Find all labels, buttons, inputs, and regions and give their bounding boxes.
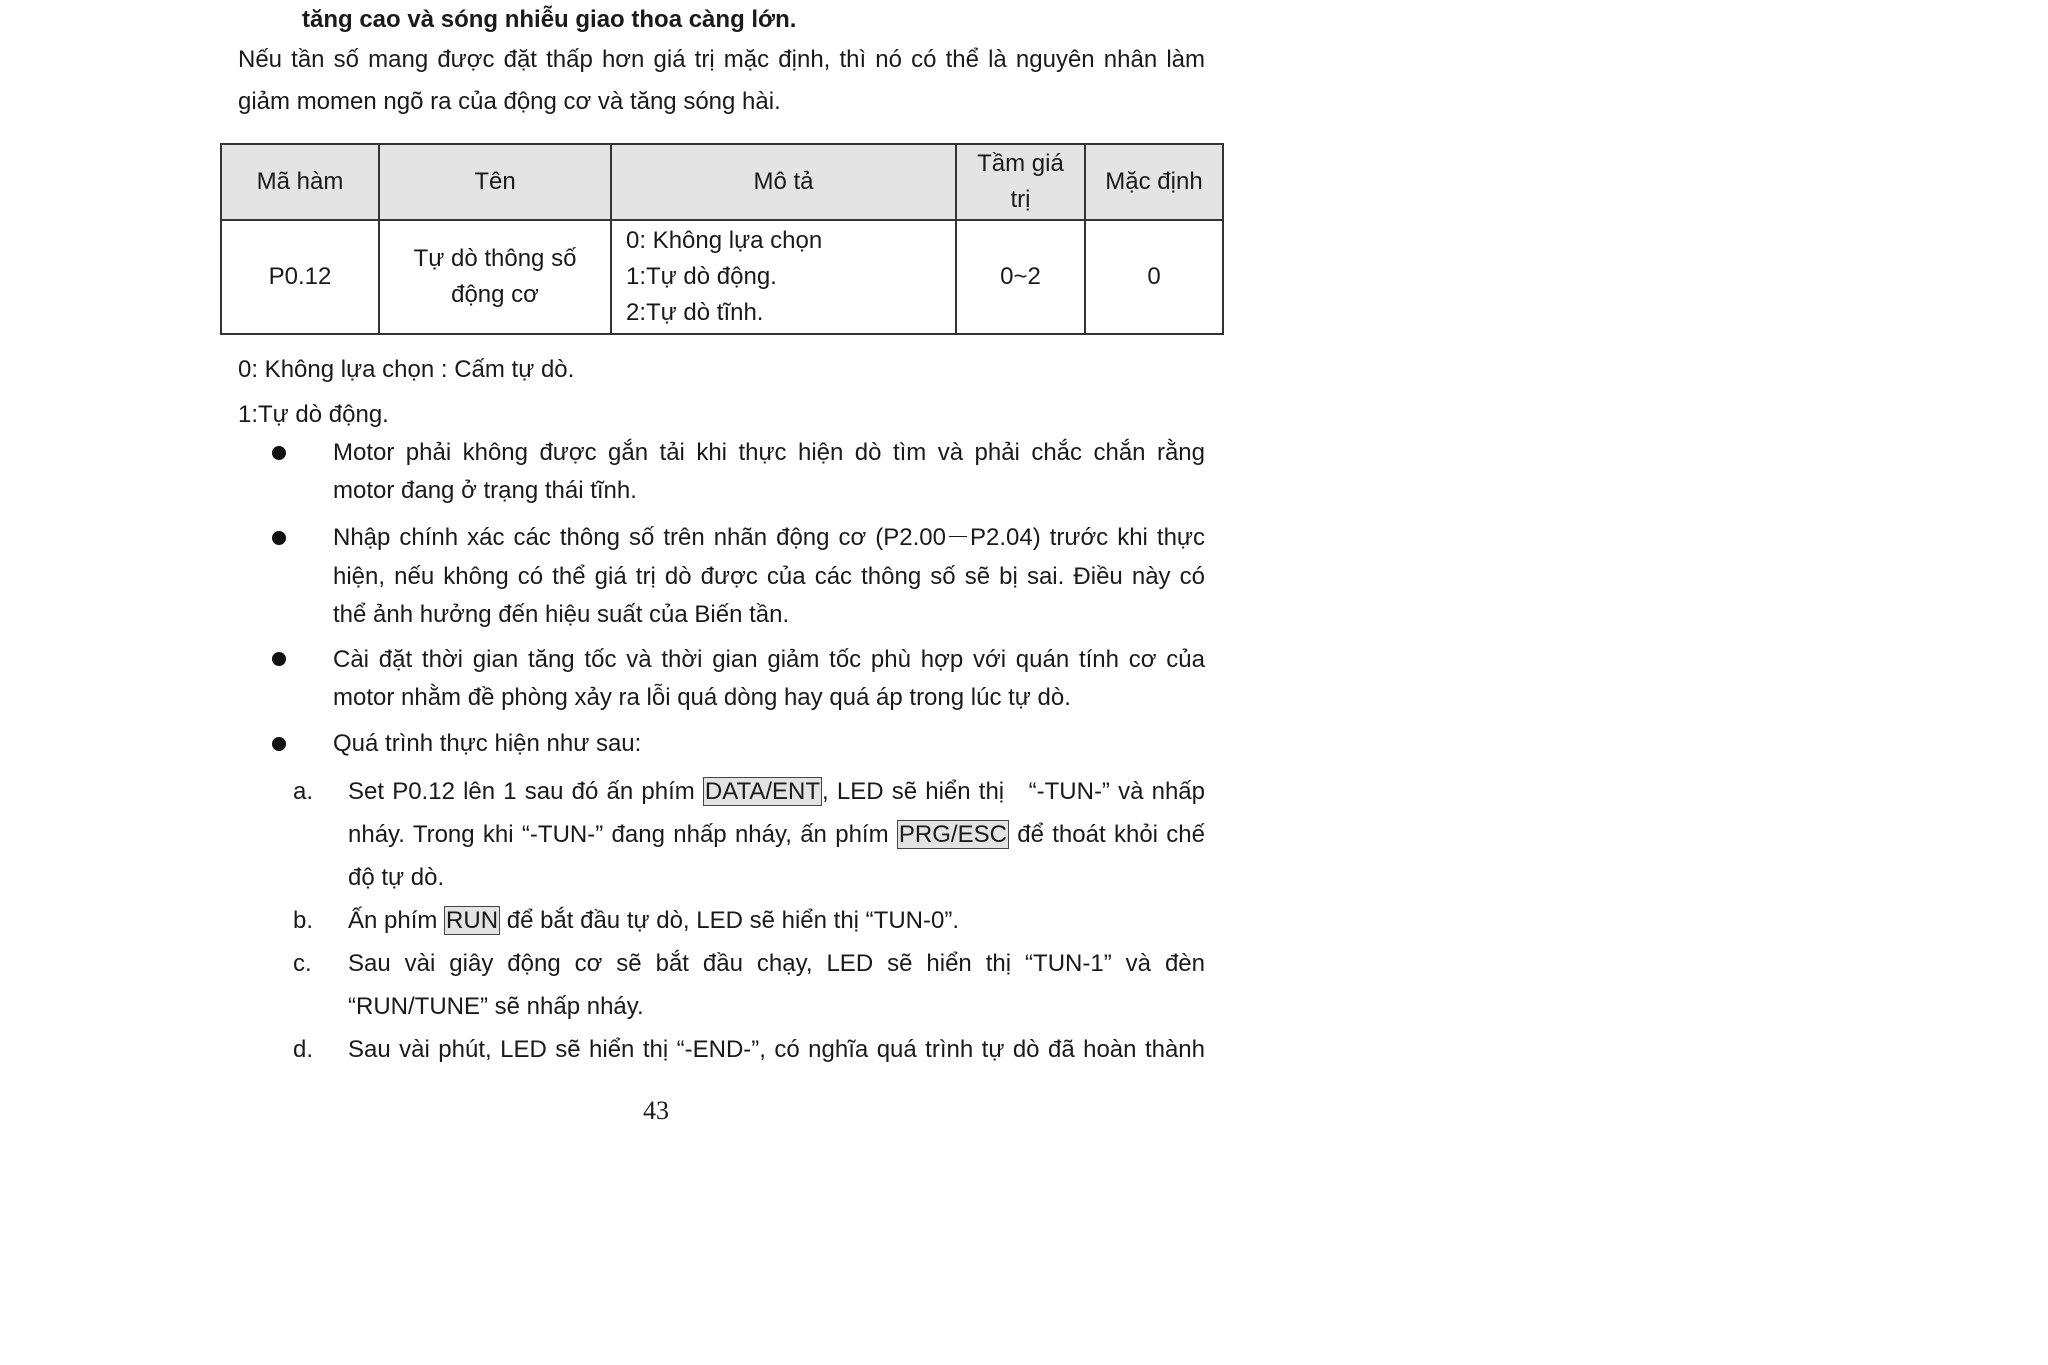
cell-code: P0.12 [221,220,379,334]
bullet-icon [272,531,286,545]
bullet-2-line-2: hiện, nếu không có thể giá trị dò được của các thông số sẽ bị sai. Điều này có [333,563,1205,590]
step-a-line-2-text-1: nháy. Trong khi “-TUN-” đang nhấp nháy, ấn phím [348,821,897,848]
cell-desc-line-1: 0: Không lựa chọn [626,227,823,254]
step-b-text-2: để bắt đầu tự dò, LED sẽ hiển thị “TUN-0”. [500,907,959,934]
header-name: Tên [379,144,611,220]
bullet-icon [272,652,286,666]
run-key: RUN [446,907,499,934]
bullet-2-line-3: thể ảnh hưởng đến hiệu suất của Biến tần. [333,601,790,628]
bullet-4-line-1: Quá trình thực hiện như sau: [333,730,642,757]
cell-default: 0 [1085,220,1223,334]
bullet-1-line-2: motor đang ở trạng thái tĩnh. [333,477,637,504]
step-c-line-1: Sau vài giây động cơ sẽ bắt đầu chạy, LED sẽ hiển thị “TUN-1” và đèn [348,950,1205,977]
cell-desc-line-2: 1:Tự dò động. [626,263,777,290]
intro-line-2: giảm momen ngõ ra của động cơ và tăng sóng hài. [238,88,781,115]
cell-range: 0~2 [956,220,1085,334]
option-1-text: 1:Tự dò động. [238,401,389,428]
table-row [221,220,1223,334]
step-a-text-2: , LED sẽ hiển thị “-TUN-” và nhấp [822,778,1205,805]
step-a-line-3: độ tự dò. [348,864,445,891]
step-c-marker: c. [293,950,312,977]
header-desc: Mô tả [611,144,956,220]
step-d-marker: d. [293,1036,314,1063]
cell-desc [611,220,956,334]
bullet-3-line-1: Cài đặt thời gian tăng tốc và thời gian giảm tốc phù hợp với quán tính cơ của [333,646,1205,673]
step-a-line-2-text-2: để thoát khỏi chế [1008,821,1206,848]
bullet-2-line-1: Nhập chính xác các thông số trên nhãn động cơ (P2.00－P2.04) trước khi thực [333,524,1205,551]
step-a-text-1: Set P0.12 lên 1 sau đó ấn phím [348,778,703,805]
header-range [956,144,1085,220]
step-d-line-1: Sau vài phút, LED sẽ hiển thị “-END-”, có nghĩa quá trình tự dò đã hoàn thành [348,1036,1205,1063]
step-a-line-2 [348,820,1205,850]
bullet-icon [272,737,286,751]
step-a-marker: a. [293,778,314,805]
step-c-line-2: “RUN/TUNE” sẽ nhấp nháy. [348,993,644,1020]
step-a-line-1 [348,777,1205,807]
intro-line-1: Nếu tần số mang được đặt thấp hơn giá trị mặc định, thì nó có thể là nguyên nhân làm [238,46,1205,73]
parameter-table [220,143,1224,335]
data-ent-key: DATA/ENT [704,778,821,805]
step-b-marker: b. [293,907,314,934]
header-range-line-1: Tầm giá [977,150,1064,177]
cell-desc-line-3: 2:Tự dò tĩnh. [626,299,764,326]
step-b-line-1 [348,906,959,936]
step-b-text-1: Ấn phím [348,907,445,934]
cell-name-line-2: động cơ [451,281,539,308]
header-default: Mặc định [1085,144,1223,220]
prg-esc-key: PRG/ESC [898,821,1007,848]
header-range-line-2: trị [1010,186,1031,213]
header-code: Mã hàm [221,144,379,220]
bullet-3-line-2: motor nhằm đề phòng xảy ra lỗi quá dòng hay quá áp trong lúc tự dò. [333,684,1071,711]
table-header-row [221,144,1223,220]
bullet-1-line-1: Motor phải không được gắn tải khi thực hiện dò tìm và phải chắc chắn rằng [333,439,1205,466]
bullet-icon [272,446,286,460]
cell-name [379,220,611,334]
option-0-text: 0: Không lựa chọn : Cấm tự dò. [238,356,575,383]
cell-name-line-1: Tự dò thông số [413,245,577,272]
page-number: 43 [643,1096,669,1125]
continued-bold-text: tăng cao và sóng nhiễu giao thoa càng lớn. [302,6,797,33]
